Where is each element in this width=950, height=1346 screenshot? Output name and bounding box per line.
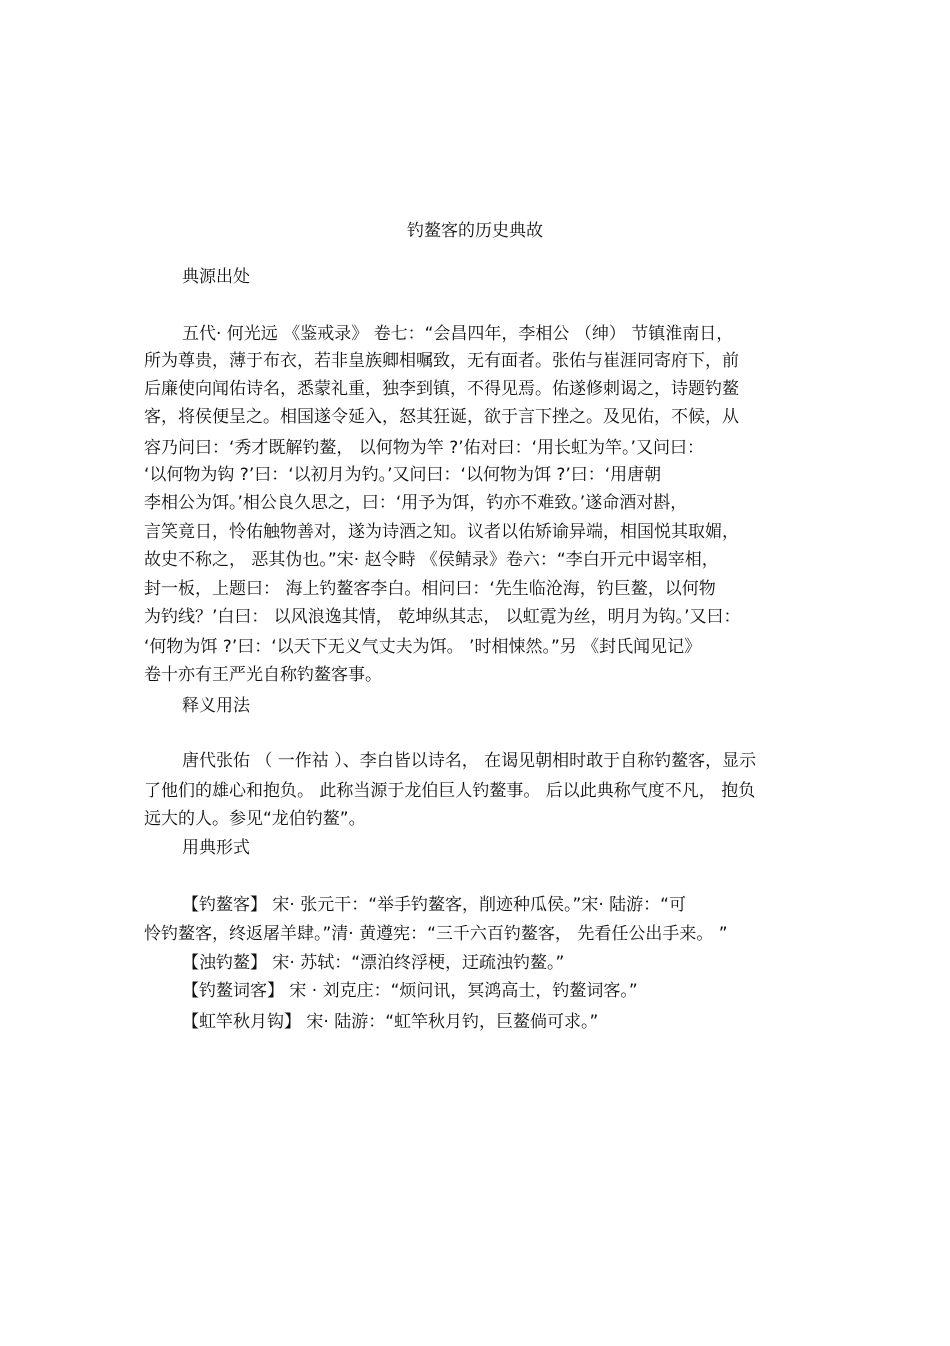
paragraph-line: 【钓鳌客】 宋· 张元干：“举手钓鳌客，削迹种瓜侯。”宋· 陆游：“可 (182, 895, 686, 915)
document-title: 钓鳌客的历史典故 (407, 221, 543, 241)
section-heading-forms: 用典形式 (182, 838, 250, 858)
paragraph-line: 故史不称之， 恶其伪也。”宋· 赵令畤 《侯鲭录》卷六：“李白开元中谒宰相， (144, 550, 719, 570)
paragraph-line: 言笑竟日，怜佑触物善对，遂为诗酒之知。议者以佑矫谕异端，相国悦其取媚， (144, 522, 739, 542)
section-heading-source: 典源出处 (182, 267, 250, 287)
paragraph-line: 所为尊贵，薄于布衣，若非皇族卿相嘱致，无有面者。张佑与崔涯同寄府下，前 (144, 351, 739, 371)
paragraph-line: 李相公为饵。’相公良久思之，曰：‘用予为饵，钓亦不难致。’遂命酒对斟， (144, 493, 688, 513)
paragraph-line: 为钓线？’白曰： 以风浪逸其情， 乾坤纵其志， 以虹霓为丝，明月为钩。’又曰： (144, 607, 741, 627)
paragraph-line: 【浊钓鳌】 宋· 苏轼：“漂泊终浮梗，迂疏浊钓鳌。” (182, 953, 565, 973)
paragraph-line: 后廉使向闻佑诗名，悉蒙礼重，独李到镇，不得见焉。佑遂修刺谒之，诗题钓鳌 (144, 379, 739, 399)
paragraph-line: 唐代张佑 （ 一作祜 ）、李白皆以诗名， 在谒见朝相时敢于自称钓鳌客，显示 (182, 751, 757, 771)
paragraph-line: 远大的人。参见“龙伯钓鳌”。 (144, 809, 366, 829)
paragraph-line: 客，将侯便呈之。相国遂令延入，怒其狂诞，欲于言下挫之。及见佑，不候，从 (144, 407, 739, 427)
paragraph-line: 【虹竿秋月钩】 宋· 陆游：“虹竿秋月钓，巨鳌倘可求。” (182, 1012, 599, 1032)
paragraph-line: 容乃问曰：‘秀才既解钓鳌， 以何物为竿 ?’佑对曰：‘用长虹为竿。’又问曰： (144, 438, 704, 458)
paragraph-line: 了他们的雄心和抱负。 此称当源于龙伯巨人钓鳌事。 后以此典称气度不凡， 抱负 (144, 781, 756, 801)
paragraph-line: 卷十亦有王严光自称钓鳌客事。 (144, 665, 382, 685)
paragraph-line: 封一板，上题曰： 海上钓鳌客李白。相问曰：‘先生临沧海，钓巨鳌，以何物 (144, 579, 716, 599)
paragraph-line: 怜钓鳌客，终返屠羊肆。”清· 黄遵宪：“三千六百钓鳌客， 先看任公出手来。 ” (144, 924, 728, 944)
section-heading-meaning: 释义用法 (182, 696, 250, 716)
paragraph-line: ‘以何物为钩 ?’曰：‘以初月为钓。’又问曰：‘以何物为饵 ?’曰：‘用唐朝 (144, 465, 662, 485)
paragraph-line: ‘何物为饵 ?’曰：‘以天下无义气丈夫为饵。 ’时相悚然。”另 《封氏闻见记》 (144, 637, 702, 657)
paragraph-line: 【钓鳌词客】 宋 · 刘克庄：“烦问讯，冥鸿高士，钓鳌词客。” (182, 981, 638, 1001)
paragraph-line: 五代· 何光远 《鉴戒录》 卷七：“会昌四年，李相公 （绅） 节镇淮南日， (182, 324, 734, 344)
